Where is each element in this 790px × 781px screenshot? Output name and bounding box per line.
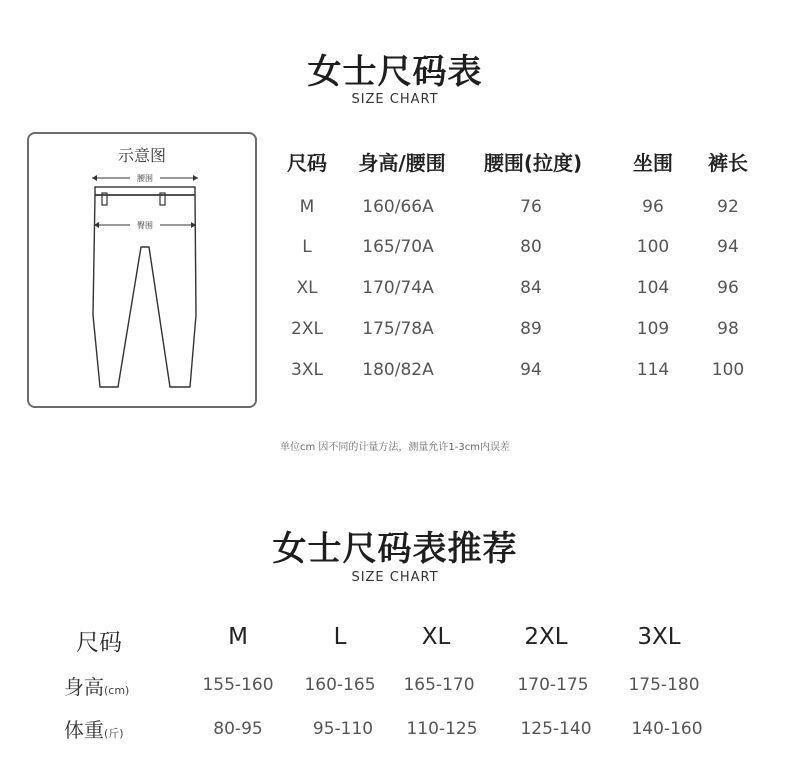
height-label-text: 身高 [64, 675, 104, 699]
weight-label-text: 体重 [64, 718, 104, 742]
recommend-weight: 140-160 [631, 719, 703, 739]
cell-waist-stretch: 94 [520, 360, 542, 380]
size-chart-title: 女士尺码表 [307, 52, 483, 92]
cell-height-waist: 165/70A [362, 237, 434, 257]
cell-height-waist: 170/74A [362, 278, 434, 298]
header-height-waist: 身高/腰围 [358, 151, 446, 175]
cell-waist-stretch: 76 [520, 197, 542, 217]
measurement-note: 单位cm 因不同的计量方法，测量允许1-3cm内误差 [280, 442, 510, 453]
recommend-weight-label [64, 714, 184, 743]
waist-label: 腰围 [137, 174, 153, 183]
cell-size: 3XL [291, 360, 323, 380]
cell-hip: 109 [636, 319, 670, 339]
cell-height-waist: 180/82A [362, 360, 434, 380]
cell-waist-stretch: 89 [520, 319, 542, 339]
recommend-height: 160-165 [304, 675, 376, 695]
recommend-height: 175-180 [628, 675, 700, 695]
recommend-height: 155-160 [202, 675, 274, 695]
header-size: 尺码 [287, 151, 327, 175]
recommend-subtitle: SIZE CHART [351, 570, 439, 585]
size-chart-subtitle: SIZE CHART [351, 92, 439, 107]
hip-label: 臀围 [137, 221, 153, 230]
recommend-title: 女士尺码表推荐 [272, 529, 518, 569]
cell-length: 100 [711, 360, 745, 380]
cell-hip: 96 [642, 197, 664, 217]
cell-waist-stretch: 84 [520, 278, 542, 298]
cell-waist-stretch: 80 [520, 237, 542, 257]
recommend-weight: 125-140 [520, 719, 592, 739]
pants-diagram-icon [80, 165, 210, 395]
cell-hip: 104 [636, 278, 670, 298]
recommend-size: XL [421, 624, 451, 650]
cell-size: M [299, 197, 315, 217]
recommend-size: L [333, 624, 347, 650]
recommend-height: 170-175 [517, 675, 589, 695]
header-hip: 坐围 [633, 151, 673, 175]
cell-hip: 100 [636, 237, 670, 257]
recommend-weight: 110-125 [406, 719, 478, 739]
recommend-weight: 80-95 [213, 719, 263, 739]
header-waist-stretch: 腰围(拉度) [483, 151, 583, 175]
weight-unit: (斤) [104, 727, 124, 740]
recommend-size: M [228, 624, 248, 650]
cell-length: 92 [717, 197, 739, 217]
cell-hip: 114 [636, 360, 670, 380]
height-unit: (cm) [104, 684, 130, 697]
cell-length: 98 [717, 319, 739, 339]
cell-height-waist: 175/78A [362, 319, 434, 339]
recommend-size: 2XL [524, 624, 568, 650]
recommend-size-label: 尺码 [76, 630, 122, 656]
recommend-height: 165-170 [403, 675, 475, 695]
cell-size: 2XL [291, 319, 323, 339]
recommend-weight: 95-110 [312, 719, 374, 739]
recommend-height-label [64, 671, 184, 700]
cell-length: 96 [717, 278, 739, 298]
cell-size: L [302, 237, 312, 257]
header-length: 裤长 [708, 151, 748, 175]
diagram-label: 示意图 [117, 146, 166, 165]
cell-size: XL [296, 278, 318, 298]
recommend-size: 3XL [637, 624, 681, 650]
cell-length: 94 [717, 237, 739, 257]
cell-height-waist: 160/66A [362, 197, 434, 217]
